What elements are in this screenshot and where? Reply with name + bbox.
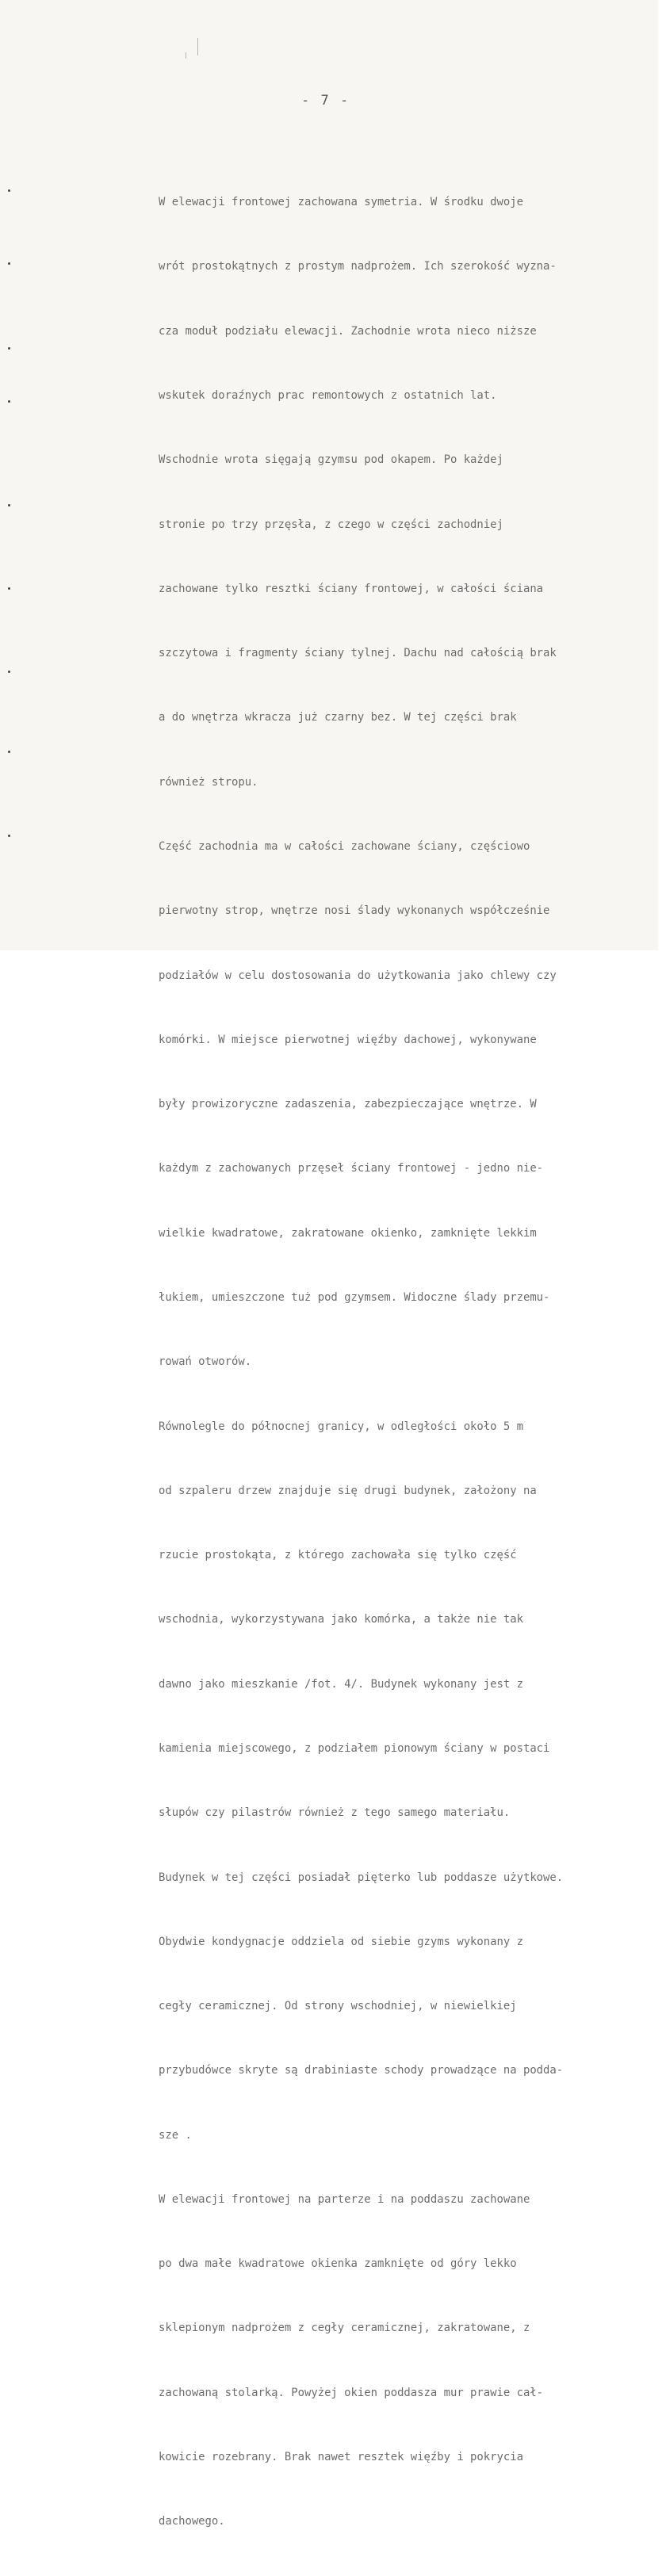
text-line: kamienia miejscowego, z podziałem pionowym ściany w postaci: [159, 1741, 550, 1755]
text-line: Wschodnie wrota sięgają gzymsu pod okapem. Po każdej: [159, 453, 503, 467]
text-line: cza moduł podziału elewacji. Zachodnie wrota nieco niższe: [159, 324, 537, 338]
text-line: dawno jako mieszkanie /fot. 4/. Budynek wykonany jest z: [159, 1677, 523, 1691]
text-line: wschodnia, wykorzystywana jako komórka, a także nie tak: [159, 1613, 523, 1626]
text-line: również stropu.: [159, 775, 258, 789]
text-line: były prowizoryczne zadaszenia, zabezpieczające wnętrze. W: [159, 1098, 537, 1111]
scan-mark: [197, 38, 198, 55]
text-line: rzucie prostokąta, z którego zachowała się tylko część: [159, 1549, 517, 1562]
margin-mark: [8, 189, 10, 192]
text-line: W elewacji frontowej zachowana symetria. W środku dwoje: [159, 196, 523, 209]
page-number: - 7 -: [301, 93, 350, 109]
margin-mark: [8, 262, 10, 265]
text-line: podziałów w celu dostosowania do użytkowania jako chlewy czy: [159, 969, 557, 982]
text-line: po dwa małe kwadratowe okienka zamknięte od góry lekko: [159, 2257, 517, 2271]
margin-mark: [8, 347, 10, 350]
margin-mark: [8, 751, 10, 753]
text-line: sklepionym nadprożem z cegły ceramicznej, zakratowane, z: [159, 2322, 530, 2335]
text-line: wrót prostokątnych z prostym nadprożem. Ich szerokość wyzna-: [159, 260, 557, 273]
margin-mark: [8, 587, 10, 590]
text-line: od szpaleru drzew znajduje się drugi budynek, założony na: [159, 1484, 537, 1497]
text-line: wielkie kwadratowe, zakratowane okienko, zamknięte lekkim: [159, 1226, 537, 1240]
text-line: stronie po trzy przęsła, z czego w części zachodniej: [159, 518, 503, 531]
text-line: komórki. W miejsce pierwotnej więźby dachowej, wykonywane: [159, 1033, 537, 1046]
margin-mark: [8, 504, 10, 506]
text-line: słupów czy pilastrów również z tego samego materiału.: [159, 1806, 511, 1820]
text-line: dachowego.: [159, 2515, 225, 2528]
text-line: rowań otworów.: [159, 1355, 252, 1369]
text-line: szczytowa i fragmenty ściany tylnej. Dachu nad całością brak: [159, 647, 557, 660]
text-line: przybudówce skryte są drabiniaste schody prowadzące na podda-: [159, 2064, 564, 2077]
text-line: W elewacji frontowej na parterze i na poddaszu zachowane: [159, 2192, 530, 2206]
text-line: Budynek w tej części posiadał pięterko lub poddasze użytkowe.: [159, 1871, 564, 1884]
text-line: kowicie rozebrany. Brak nawet resztek więźby i pokrycia: [159, 2451, 523, 2464]
text-line: pierwotny strop, wnętrze nosi ślady wykonanych współcześnie: [159, 904, 550, 918]
text-line: łukiem, umieszczone tuż pod gzymsem. Widoczne ślady przemu-: [159, 1290, 550, 1304]
text-line: zachowaną stolarką. Powyżej okien poddasza mur prawie cał-: [159, 2386, 544, 2399]
text-line: każdym z zachowanych przęseł ściany frontowej - jedno nie-: [159, 1162, 544, 1175]
text-line: Obydwie kondygnacje oddziela od siebie gzyms wykonany z: [159, 1935, 523, 1948]
body-text: [159, 149, 666, 2576]
margin-mark: [8, 400, 10, 403]
margin-mark: [8, 671, 10, 673]
text-line: a do wnętrza wkracza już czarny bez. W tej części brak: [159, 711, 517, 724]
text-line: cegły ceramicznej. Od strony wschodniej, w niewielkiej: [159, 2000, 517, 2013]
text-line: Część zachodnia ma w całości zachowane ściany, częściowo: [159, 840, 530, 853]
margin-mark: [8, 835, 10, 837]
text-line: zachowane tylko resztki ściany frontowej, w całości ściana: [159, 582, 544, 595]
text-line: sze .: [159, 2128, 192, 2142]
text-line: Równolegle do północnej granicy, w odległości około 5 m: [159, 1420, 523, 1433]
text-line: wskutek doraźnych prac remontowych z ostatnich lat.: [159, 389, 497, 403]
